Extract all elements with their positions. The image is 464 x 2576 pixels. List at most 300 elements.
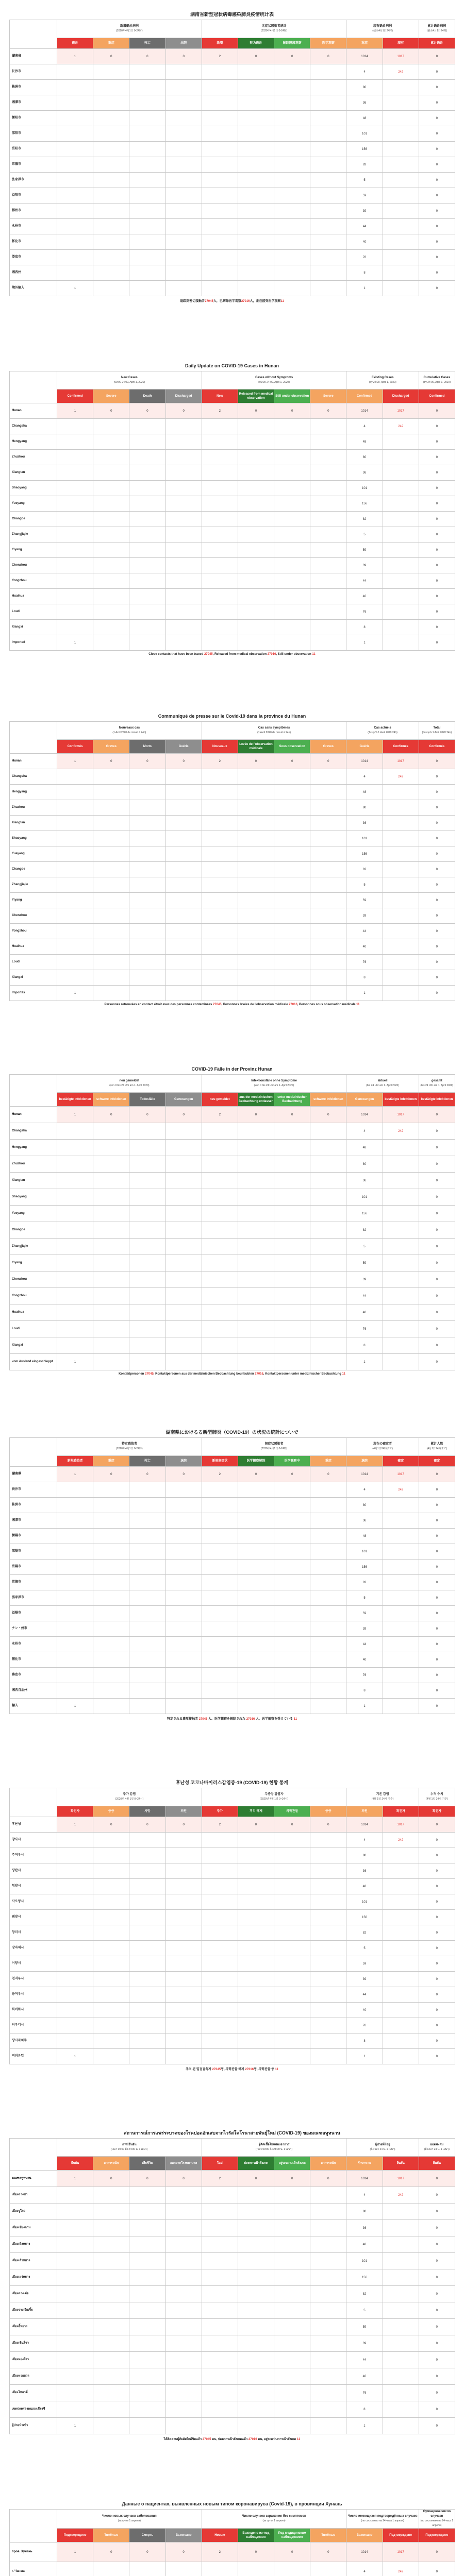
value-cell xyxy=(57,2368,93,2385)
table-row xyxy=(10,635,455,651)
value-cell xyxy=(238,188,274,204)
value-cell xyxy=(202,250,238,265)
table-row xyxy=(10,1222,455,1239)
value-cell xyxy=(383,2003,419,2018)
value-cell xyxy=(274,1652,310,1668)
value-cell: 0 xyxy=(419,496,455,512)
footer-released-count: 27016 xyxy=(267,653,276,656)
value-cell xyxy=(238,604,274,620)
group-header xyxy=(346,20,419,38)
value-cell: 39 xyxy=(346,908,383,924)
section-title: Communiqué de presse sur le Covid-19 dans la province du Hunan xyxy=(158,714,306,719)
value-cell xyxy=(129,2385,165,2401)
region-name: เมืองฉางซา xyxy=(10,2187,57,2204)
value-cell xyxy=(274,512,310,527)
value-cell xyxy=(310,543,346,558)
value-cell xyxy=(57,2352,93,2368)
value-cell xyxy=(93,250,129,265)
table-row xyxy=(10,281,455,296)
value-cell: 0 xyxy=(419,939,455,955)
group-header xyxy=(202,1788,346,1806)
value-cell xyxy=(93,604,129,620)
value-cell xyxy=(383,234,419,250)
value-cell xyxy=(238,1288,274,1304)
value-cell xyxy=(202,1560,238,1575)
value-cell: 0 xyxy=(419,970,455,986)
value-cell xyxy=(383,2236,419,2253)
table-row xyxy=(10,2220,455,2236)
value-cell xyxy=(310,142,346,157)
value-cell xyxy=(238,527,274,543)
value-cell: 0 xyxy=(419,403,455,419)
value-cell xyxy=(274,1668,310,1683)
region-name: Hengyang xyxy=(10,1140,57,1156)
value-cell xyxy=(129,126,165,142)
group-header-label: 新增确诊病例 xyxy=(120,25,139,28)
region-name: Hengyang xyxy=(10,785,57,800)
sub-header-row xyxy=(10,389,455,403)
value-cell xyxy=(129,1910,165,1925)
value-cell xyxy=(238,2302,274,2319)
value-cell xyxy=(57,111,93,126)
table-row xyxy=(10,2352,455,2368)
value-cell: 0 xyxy=(238,49,274,64)
sub-header: 医学観察解除 xyxy=(238,1456,274,1467)
value-cell xyxy=(238,434,274,450)
value-cell xyxy=(93,1544,129,1560)
value-cell xyxy=(310,1575,346,1590)
value-cell xyxy=(383,1222,419,1239)
value-cell xyxy=(57,1575,93,1590)
value-cell xyxy=(310,1272,346,1288)
value-cell: 39 xyxy=(346,1272,383,1288)
sub-header: 의학관찰 xyxy=(274,1806,310,1817)
table-row xyxy=(10,2385,455,2401)
value-cell xyxy=(129,2401,165,2418)
sub-header: Genesungen xyxy=(165,1093,202,1107)
region-name: 張家界市 xyxy=(10,1590,57,1606)
value-cell xyxy=(165,2018,202,2033)
value-cell xyxy=(93,2385,129,2401)
footer-text: Close contacts that have been traced xyxy=(148,653,204,656)
value-cell xyxy=(93,955,129,970)
value-cell xyxy=(238,2368,274,2385)
table-row xyxy=(10,2418,455,2434)
region-name: 웨양시 xyxy=(10,1910,57,1925)
value-cell xyxy=(93,1863,129,1879)
table-row xyxy=(10,1304,455,1321)
value-cell xyxy=(238,1272,274,1288)
value-cell: 1014 xyxy=(346,1817,383,1833)
sub-header: 死亡 xyxy=(129,1456,165,1467)
value-cell xyxy=(57,877,93,893)
value-cell xyxy=(57,620,93,635)
value-cell: 1017 xyxy=(383,1817,419,1833)
value-cell xyxy=(383,1668,419,1683)
table-row xyxy=(10,234,455,250)
value-cell xyxy=(238,1173,274,1189)
value-cell: 2 xyxy=(202,1107,238,1123)
sub-header: 新規無症状 xyxy=(202,1456,238,1467)
value-cell: 0 xyxy=(129,2171,165,2187)
sub-header: 医学观察 xyxy=(310,38,346,49)
value-cell xyxy=(238,2401,274,2418)
value-cell: 4 xyxy=(346,1123,383,1140)
value-cell xyxy=(383,986,419,1001)
value-cell xyxy=(383,450,419,465)
value-cell xyxy=(165,1894,202,1910)
table-row xyxy=(10,620,455,635)
value-cell: 0 xyxy=(419,1354,455,1370)
value-cell xyxy=(165,1272,202,1288)
value-cell: 1 xyxy=(346,2049,383,2064)
value-cell xyxy=(274,2418,310,2434)
value-cell: 0 xyxy=(419,769,455,785)
value-cell xyxy=(238,126,274,142)
value-cell xyxy=(129,877,165,893)
value-cell xyxy=(129,1529,165,1544)
value-cell xyxy=(238,1123,274,1140)
sub-header: Still under observation xyxy=(274,389,310,403)
region-name: 境外输入 xyxy=(10,281,57,296)
value-cell xyxy=(383,589,419,604)
value-cell xyxy=(57,573,93,589)
sub-header-row xyxy=(10,1806,455,1817)
value-cell xyxy=(238,1894,274,1910)
value-cell: 1 xyxy=(57,2049,93,2064)
value-cell xyxy=(274,219,310,234)
value-cell: 76 xyxy=(346,1668,383,1683)
value-cell xyxy=(238,970,274,986)
value-cell xyxy=(310,1863,346,1879)
sub-header: Тяжёлые xyxy=(93,2529,129,2543)
value-cell xyxy=(238,2220,274,2236)
value-cell: 4 xyxy=(346,419,383,434)
value-cell: 101 xyxy=(346,126,383,142)
value-cell: 156 xyxy=(346,2269,383,2286)
value-cell xyxy=(165,126,202,142)
value-cell xyxy=(129,1304,165,1321)
region-name: 湘西自治州 xyxy=(10,1683,57,1699)
sub-header: อาการหนัก xyxy=(310,2157,346,2171)
sub-header: Nouveaux xyxy=(202,740,238,754)
value-cell xyxy=(129,620,165,635)
group-header-label: Infektionsfälle ohne Symptome xyxy=(251,1079,297,1082)
value-cell xyxy=(310,2286,346,2302)
value-cell xyxy=(93,1239,129,1255)
value-cell xyxy=(202,2049,238,2064)
value-cell: 2 xyxy=(202,1817,238,1833)
value-cell xyxy=(129,1941,165,1956)
region-name: Zhuzhou xyxy=(10,800,57,816)
value-cell xyxy=(274,111,310,126)
value-cell: 156 xyxy=(346,1560,383,1575)
value-cell xyxy=(165,1925,202,1941)
value-cell xyxy=(274,1272,310,1288)
value-cell: 0 xyxy=(419,2352,455,2368)
value-cell xyxy=(383,939,419,955)
region-name: Changsha xyxy=(10,769,57,785)
value-cell xyxy=(202,800,238,816)
value-cell xyxy=(238,831,274,846)
footer-observation-count: 11 xyxy=(342,1372,345,1376)
value-cell: 0 xyxy=(419,1156,455,1173)
sub-header: Graves xyxy=(93,740,129,754)
value-cell xyxy=(202,1941,238,1956)
region-name: Zhangjiajie xyxy=(10,527,57,543)
region-name: 사오양시 xyxy=(10,1894,57,1910)
value-cell: 44 xyxy=(346,1288,383,1304)
value-cell xyxy=(383,620,419,635)
value-cell: 0 xyxy=(419,846,455,862)
footer-released-count: 27016 xyxy=(289,1003,297,1006)
value-cell xyxy=(93,1575,129,1590)
sub-header: 중증 xyxy=(310,1806,346,1817)
table-row xyxy=(10,2018,455,2033)
value-cell xyxy=(129,512,165,527)
value-cell xyxy=(274,1683,310,1699)
value-cell xyxy=(238,558,274,573)
region-name: 株洲市 xyxy=(10,80,57,95)
value-cell xyxy=(310,173,346,188)
value-cell xyxy=(93,1683,129,1699)
value-cell: 80 xyxy=(346,2204,383,2220)
value-cell: 0 xyxy=(419,80,455,95)
table-row xyxy=(10,939,455,955)
value-cell: 40 xyxy=(346,234,383,250)
value-cell xyxy=(129,465,165,481)
value-cell xyxy=(165,785,202,800)
value-cell xyxy=(165,1288,202,1304)
value-cell xyxy=(129,234,165,250)
value-cell: 8 xyxy=(346,2033,383,2049)
group-header-label: 现有确诊病例 xyxy=(373,25,392,28)
value-cell xyxy=(165,1498,202,1513)
value-cell xyxy=(274,769,310,785)
value-cell xyxy=(274,800,310,816)
value-cell: 0 xyxy=(129,2543,165,2562)
value-cell: 59 xyxy=(346,543,383,558)
value-cell xyxy=(310,1910,346,1925)
value-cell xyxy=(165,955,202,970)
value-cell xyxy=(274,450,310,465)
sub-header: Morts xyxy=(129,740,165,754)
group-header xyxy=(419,1075,455,1093)
value-cell: 0 xyxy=(93,2171,129,2187)
value-cell xyxy=(57,1590,93,1606)
value-cell: 0 xyxy=(419,1560,455,1575)
value-cell xyxy=(129,450,165,465)
value-cell xyxy=(202,1239,238,1255)
value-cell: 0 xyxy=(165,754,202,769)
table-row xyxy=(10,219,455,234)
value-cell xyxy=(165,1652,202,1668)
sub-header: 现有 xyxy=(383,38,419,49)
region-name: 永州市 xyxy=(10,1637,57,1652)
value-cell xyxy=(57,1513,93,1529)
value-cell: 40 xyxy=(346,2003,383,2018)
value-cell xyxy=(202,1498,238,1513)
sub-header: 解除隔离观察 xyxy=(274,38,310,49)
value-cell xyxy=(165,1941,202,1956)
value-cell: 1 xyxy=(57,1107,93,1123)
value-cell xyxy=(383,1925,419,1941)
value-cell xyxy=(165,924,202,939)
value-cell xyxy=(129,2187,165,2204)
sub-header: รักษาหาย xyxy=(346,2157,383,2171)
table-row xyxy=(10,924,455,939)
value-cell xyxy=(202,2187,238,2204)
value-cell xyxy=(129,846,165,862)
footer-text: 人、医学観察を受けている xyxy=(255,1718,294,1721)
value-cell xyxy=(238,573,274,589)
value-cell xyxy=(383,831,419,846)
value-cell: 0 xyxy=(419,1987,455,2003)
value-cell xyxy=(310,1590,346,1606)
value-cell xyxy=(238,2335,274,2352)
region-name: 후난성 xyxy=(10,1817,57,1833)
value-cell xyxy=(129,1863,165,1879)
value-cell: 36 xyxy=(346,1513,383,1529)
value-cell xyxy=(274,1637,310,1652)
value-cell xyxy=(383,2352,419,2368)
value-cell xyxy=(238,465,274,481)
value-cell xyxy=(129,2049,165,2064)
value-cell xyxy=(238,1637,274,1652)
footer-observation-count: 11 xyxy=(280,300,284,303)
value-cell xyxy=(310,1189,346,1206)
value-cell xyxy=(129,1498,165,1513)
region-name: Yueyang xyxy=(10,1206,57,1222)
value-cell xyxy=(383,2269,419,2286)
section-title: 후난성 코로나바이러스감염증-19 (COVID-19) 현황 통계 xyxy=(175,1780,289,1785)
sub-header: 퇴원 xyxy=(165,1806,202,1817)
value-cell xyxy=(310,1637,346,1652)
sub-header: 新增 xyxy=(202,38,238,49)
value-cell xyxy=(238,939,274,955)
value-cell xyxy=(238,1879,274,1894)
value-cell xyxy=(383,1910,419,1925)
value-cell xyxy=(57,2003,93,2018)
value-cell xyxy=(57,2236,93,2253)
value-cell xyxy=(129,1668,165,1683)
table-row xyxy=(10,1699,455,1714)
value-cell xyxy=(129,496,165,512)
table-row xyxy=(10,2003,455,2018)
value-cell: 1 xyxy=(57,2171,93,2187)
value-cell xyxy=(57,1848,93,1863)
value-cell xyxy=(310,2562,346,2576)
value-cell xyxy=(274,573,310,589)
value-cell xyxy=(57,816,93,831)
sub-header: 出院 xyxy=(165,38,202,49)
region-name: ผู้ป่วยนำเข้า xyxy=(10,2418,57,2434)
region-name: Chenzhou xyxy=(10,1272,57,1288)
value-cell: 0 xyxy=(93,754,129,769)
value-cell xyxy=(57,2204,93,2220)
value-cell xyxy=(383,1575,419,1590)
value-cell xyxy=(93,1321,129,1337)
value-cell xyxy=(202,496,238,512)
value-cell xyxy=(202,1894,238,1910)
table-row xyxy=(10,126,455,142)
group-header-label: กรณียืนยัน xyxy=(122,2143,137,2146)
value-cell xyxy=(129,1575,165,1590)
value-cell xyxy=(165,1529,202,1544)
value-cell xyxy=(274,1621,310,1637)
value-cell xyxy=(274,1544,310,1560)
value-cell: 8 xyxy=(346,970,383,986)
group-header-sub: (2020年4月1日 0-24时) xyxy=(116,29,143,32)
value-cell xyxy=(238,893,274,908)
group-header xyxy=(57,371,202,389)
value-cell xyxy=(274,265,310,281)
value-cell xyxy=(310,1529,346,1544)
table-row xyxy=(10,64,455,80)
value-cell: 0 xyxy=(419,1637,455,1652)
value-cell: 1 xyxy=(57,635,93,651)
sub-header: ปลดการเฝ้าสังเกต xyxy=(238,2157,274,2171)
value-cell xyxy=(57,893,93,908)
value-cell xyxy=(383,281,419,296)
value-cell xyxy=(129,589,165,604)
table-row xyxy=(10,1575,455,1590)
sub-header: Todesfälle xyxy=(129,1093,165,1107)
value-cell xyxy=(165,1683,202,1699)
value-cell xyxy=(383,2018,419,2033)
value-cell xyxy=(238,543,274,558)
value-cell xyxy=(165,1987,202,2003)
group-header xyxy=(419,2139,455,2157)
region-name: Changsha xyxy=(10,419,57,434)
value-cell: 1 xyxy=(57,2543,93,2562)
value-cell: 8 xyxy=(346,1683,383,1699)
value-cell xyxy=(129,1621,165,1637)
table-row xyxy=(10,111,455,126)
group-header xyxy=(419,371,455,389)
value-cell: 5 xyxy=(346,173,383,188)
value-cell: 0 xyxy=(419,188,455,204)
value-cell xyxy=(129,1222,165,1239)
footer-contacts-count: 27045 xyxy=(145,1372,154,1376)
value-cell xyxy=(383,1972,419,1987)
value-cell xyxy=(274,1337,310,1354)
value-cell xyxy=(310,2401,346,2418)
value-cell xyxy=(310,2220,346,2236)
table-row xyxy=(10,1668,455,1683)
table-row xyxy=(10,785,455,800)
value-cell xyxy=(274,2335,310,2352)
value-cell xyxy=(238,419,274,434)
value-cell xyxy=(93,204,129,219)
stats-table xyxy=(9,2138,455,2434)
region-name: 화이화시 xyxy=(10,2003,57,2018)
value-cell xyxy=(129,188,165,204)
table-row xyxy=(10,2335,455,2352)
value-cell xyxy=(310,2319,346,2335)
value-cell: 0 xyxy=(274,49,310,64)
value-cell xyxy=(310,1956,346,1972)
value-cell xyxy=(274,2385,310,2401)
table-row xyxy=(10,1817,455,1833)
value-cell xyxy=(310,1683,346,1699)
group-header-label: 無症状感染者 xyxy=(264,1443,284,1446)
value-cell xyxy=(202,2220,238,2236)
value-cell: 1 xyxy=(346,1699,383,1714)
value-cell xyxy=(383,111,419,126)
table-row xyxy=(10,2368,455,2385)
value-cell xyxy=(238,250,274,265)
